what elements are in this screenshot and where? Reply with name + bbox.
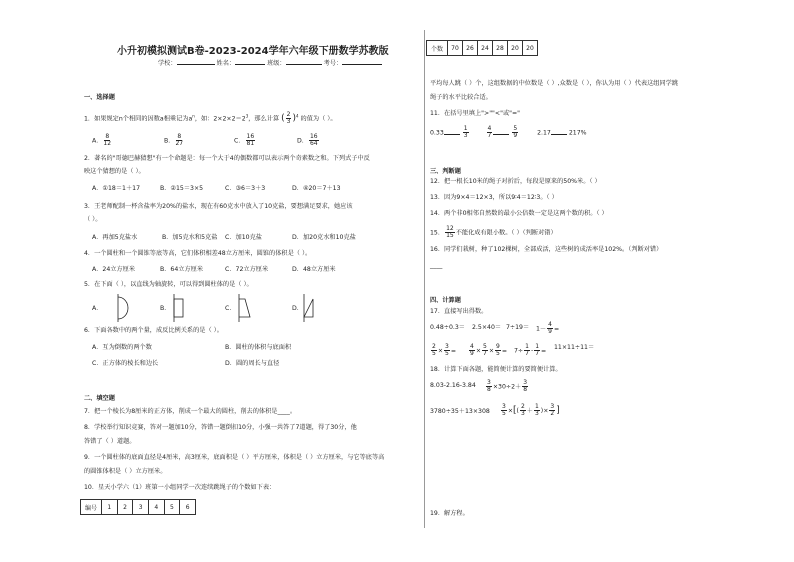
q10-stem: 10．星天小学六（1）班第一小组同学一次连续跳绳子的个数如下表： xyxy=(84,484,276,491)
q11-frac1-num: 1 xyxy=(463,125,468,132)
q15-den: 15 xyxy=(446,232,454,239)
q18-stem: 18．计算下面各题，能简便计算的要简便计算。 xyxy=(430,366,562,373)
q10-avg-line2: 绳子的水平比较合适。 xyxy=(430,94,492,101)
q1-opt-a-label: A． xyxy=(92,137,103,145)
half-circle-shape-icon xyxy=(104,293,132,323)
table-cell: 24 xyxy=(478,41,493,56)
q3-opt-a: A．再加5克盐水 xyxy=(92,234,138,241)
q9-line1: 9．一个圆柱体的底面直径是4厘米，高3厘米，底面积是（ ）平方厘米，体积是（ ）立方厘米，与它等底等高 xyxy=(84,454,385,461)
q1-opt-b-num: 8 xyxy=(177,133,182,140)
q1-text-d: 的值为（ ）。 xyxy=(300,115,337,123)
q1-text-c: ，那么计算 xyxy=(248,115,280,123)
q6-stem: 6．下面各数中的两个量，成反比例关系的是（ ）。 xyxy=(84,327,223,334)
rectangle-shape-icon xyxy=(170,293,190,323)
calc-row-1: 0.48÷0.3＝ 2.5×40＝ 7÷19＝ 1－ $\frac{4}{9}$ = xyxy=(430,321,560,335)
q3-line1: 3．王老师配制一杯含盐率为20%的盐水，现在有60克水中放入了10克盐，要想满足要求，她应该 xyxy=(84,203,353,210)
section-calc: 四、计算题 xyxy=(430,297,461,304)
q2-opt-b: B．②15＝3×5 xyxy=(160,185,204,192)
table-cell: 5 xyxy=(164,500,180,515)
q2-opt-c: C．③6＝3＋3 xyxy=(225,185,266,192)
q4-opt-b: B．64立方厘米 xyxy=(160,266,204,273)
calc-item: 2.5×40＝ xyxy=(472,324,502,331)
q1-opt-c-num: 16 xyxy=(246,133,255,140)
q1-opt-b-den: 27 xyxy=(175,140,184,147)
q18-row1: 8.03-2.16-3.84 $\frac{3}{8}$ ×30÷2＋ $\frac{3}{8}$ xyxy=(430,379,528,393)
q18-item-2: 3780÷35＋13×308 xyxy=(430,408,490,415)
table-cell: 3 xyxy=(133,500,149,515)
q3-opt-d: D．加20克水和10克盐 xyxy=(292,234,356,241)
q5-opt-d: D． xyxy=(292,305,303,312)
q15-text: 不能化成有限小数。（ ）（判断对错） xyxy=(455,229,557,237)
q4-opt-a: A．24立方厘米 xyxy=(92,266,136,273)
table-row xyxy=(81,500,196,515)
q5-stem: 5．在下面（ ），以直线为轴旋转，可以得到圆柱体的是（ ）。 xyxy=(84,281,253,288)
q2-line1: 2．著名的"哥德巴赫猜想"有一个命题是：每一个大于4的偶数都可以表示两个奇素数之和。下列式子中反 xyxy=(84,155,370,162)
section-choice: 一、选择题 xyxy=(84,94,115,101)
q1-opt-d-label: D． xyxy=(297,137,308,145)
q2-opt-d: D．④20＝7＋13 xyxy=(292,185,341,192)
q5-opt-c: C． xyxy=(225,305,236,312)
q6-opt-a: A．互为倒数的两个数 xyxy=(92,344,152,351)
q1-opt-c-den: 81 xyxy=(246,140,255,147)
school-label: 学校： xyxy=(158,60,177,67)
q1-opt-a-den: 12 xyxy=(103,140,112,147)
q11-frac3-den: 9 xyxy=(513,132,518,139)
q14: 14．两个非0相邻自然数的最小公倍数一定是这两个数的积。（ ） xyxy=(430,210,608,217)
table-row xyxy=(427,41,538,56)
q15 xyxy=(430,226,557,239)
q12: 12．把一根长10米的绳子对折后，每段是原来的50%米。（ ） xyxy=(430,178,601,185)
table-cell: 个数 xyxy=(427,41,448,56)
q11-frac3-num: 5 xyxy=(513,125,518,132)
q2-line2: 映这个猜想的是（ ）。 xyxy=(84,168,145,175)
q5-opt-a: A． xyxy=(92,305,103,312)
q5-opt-b: B． xyxy=(160,305,171,312)
q11-frac2-den: 7 xyxy=(487,132,492,139)
q13: 13．因为9×4＝12×3，所以9∶4＝12∶3。（ ） xyxy=(430,194,558,201)
q16-line1: 16．同学们栽树，种了102棵树，全部成活，这些树的成活率是102%。（判断对错） xyxy=(430,246,663,253)
table-cell: 70 xyxy=(448,41,463,56)
q11-stem: 11．在括号里填上">""<"或"=" xyxy=(430,110,521,117)
jump-rope-table-id-row xyxy=(80,499,196,515)
class-label: 班级： xyxy=(267,60,286,67)
q11-frac1-den: 3 xyxy=(463,132,468,139)
table-cell: 20 xyxy=(508,41,523,56)
q9-line2: 的圆锥体积是（ ）立方厘米。 xyxy=(84,468,167,475)
q7: 7．把一个棱长为8厘米的正方体，削成一个最大的圆柱，削去的体积是____。 xyxy=(84,408,297,415)
q16-line2: ____ xyxy=(430,262,443,269)
exam-no-label: 考号： xyxy=(323,60,343,67)
q1-text-a: 1．如果规定n个相同的因数a相乘记为a xyxy=(84,115,193,123)
jump-rope-table-count-row xyxy=(426,40,538,56)
calc-item: 7÷19＝ xyxy=(506,324,530,331)
q11-frac2-num: 4 xyxy=(487,125,492,132)
q19-stem: 19．解方程。 xyxy=(430,510,469,517)
q4-opt-c: C．72立方厘米 xyxy=(225,266,269,273)
q2-opt-a: A．①18＝1＋17 xyxy=(92,185,141,192)
q1-opt-a-num: 8 xyxy=(105,133,110,140)
name-label: 姓名： xyxy=(216,60,236,67)
q4-opt-d: D．48立方厘米 xyxy=(292,266,336,273)
q1-opt-d-num: 16 xyxy=(309,133,318,140)
q8-line1: 8．学校举行知识竞赛，答对一题加10分，答错一题倒扣10分，小强一共答了7道题，得了30分，他 xyxy=(84,424,357,431)
q15-number: 15． xyxy=(430,229,445,237)
table-cell: 20 xyxy=(523,41,538,56)
q1-text-b: ，如：2×2×2＝2 xyxy=(194,115,246,123)
calc-item: 1－ xyxy=(536,325,547,333)
table-cell: 4 xyxy=(148,500,164,515)
q1-power: 4 xyxy=(296,113,299,119)
q1-frac-den: 3 xyxy=(286,118,291,125)
q6-opt-c: C．正方体的棱长和边长 xyxy=(92,360,159,367)
triangle-shape-icon xyxy=(300,293,320,323)
table-cell: 26 xyxy=(463,41,478,56)
section-fill-blank: 二、填空题 xyxy=(84,395,115,402)
table-cell: 6 xyxy=(180,500,196,515)
page-title: 小升初模拟测试B卷-2023-2024学年六年级下册数学苏教版 xyxy=(117,46,389,57)
q6-opt-d: D．圆的周长与直径 xyxy=(225,360,280,367)
q1-sup-3: 3 xyxy=(245,113,249,119)
table-cell: 28 xyxy=(493,41,508,56)
q3-opt-b: B．加5克水和5克盐 xyxy=(162,234,218,241)
q11-compare-items xyxy=(430,126,587,144)
q17-stem: 17．直接写出得数。 xyxy=(430,308,488,315)
column-divider xyxy=(424,30,425,528)
q10-avg-line1: 平均每人跳（ ）个，这组数据的中位数是（ ）,众数是（ ），你认为用（ ）代表这组同学跳 xyxy=(430,80,679,87)
q11-val-217pct: 217% xyxy=(568,129,587,137)
calc-item: 0.48÷0.3＝ xyxy=(430,324,465,331)
q1-frac-num: 2 xyxy=(286,111,291,118)
q1-opt-c-label: C． xyxy=(234,137,245,145)
q6-opt-b: B．圆柱的体积与底面积 xyxy=(225,344,292,351)
question-1: 1．如果规定n个相同的因数a相乘记为$a^n$，如：$2\times 2\times 2=2^3$，那么计算 ( $\frac{2}{3}$ )$^4$ 的值为（ ）。 xyxy=(84,111,337,125)
student-info-line xyxy=(158,60,382,68)
q11-val-217: 2.17 xyxy=(537,129,551,137)
calc-item: 11×11÷11＝ xyxy=(554,344,595,351)
q18-item-1: 8.03-2.16-3.84 xyxy=(430,382,476,389)
table-cell: 1 xyxy=(102,500,118,515)
q1-opt-d-den: 64 xyxy=(309,140,318,147)
calc-row-2: $\frac{2}{5}$ × $\frac{3}{5}$ = $\frac{4}{9}$ × $\frac{5}{7}$ × $\frac{9}{5}$ = 7÷ $\frac{1}{7}$ - $\frac{1}{7}$ = 11×11÷11＝ xyxy=(432,343,595,357)
table-cell: 2 xyxy=(117,500,133,515)
q8-line2: 答错了（ ）道题。 xyxy=(84,438,136,445)
q3-line2: （ ）。 xyxy=(84,216,102,223)
section-judge: 三、判断题 xyxy=(430,168,461,175)
q15-num: 12 xyxy=(446,225,454,232)
q3-opt-c: C．加10克盐 xyxy=(225,234,262,241)
q1-sup-n: n xyxy=(192,113,195,119)
q18-row2: 3780÷35＋13×308 $\frac{3}{5}$ ×[( $\frac{2}{3}$ ＋ $\frac{1}{3}$ )× $\frac{3}{2}$ ] xyxy=(430,403,560,417)
q4-stem: 4．一个圆柱和一个圆锥等底等高，它们体积相差48立方厘米，圆锥的体积是（ ）。 xyxy=(84,250,312,257)
q1-opt-b-label: B． xyxy=(164,137,175,145)
q11-val-033: 0.33 xyxy=(430,129,444,137)
trapezoid-shape-icon xyxy=(235,293,255,323)
table-cell: 编号 xyxy=(81,500,102,515)
